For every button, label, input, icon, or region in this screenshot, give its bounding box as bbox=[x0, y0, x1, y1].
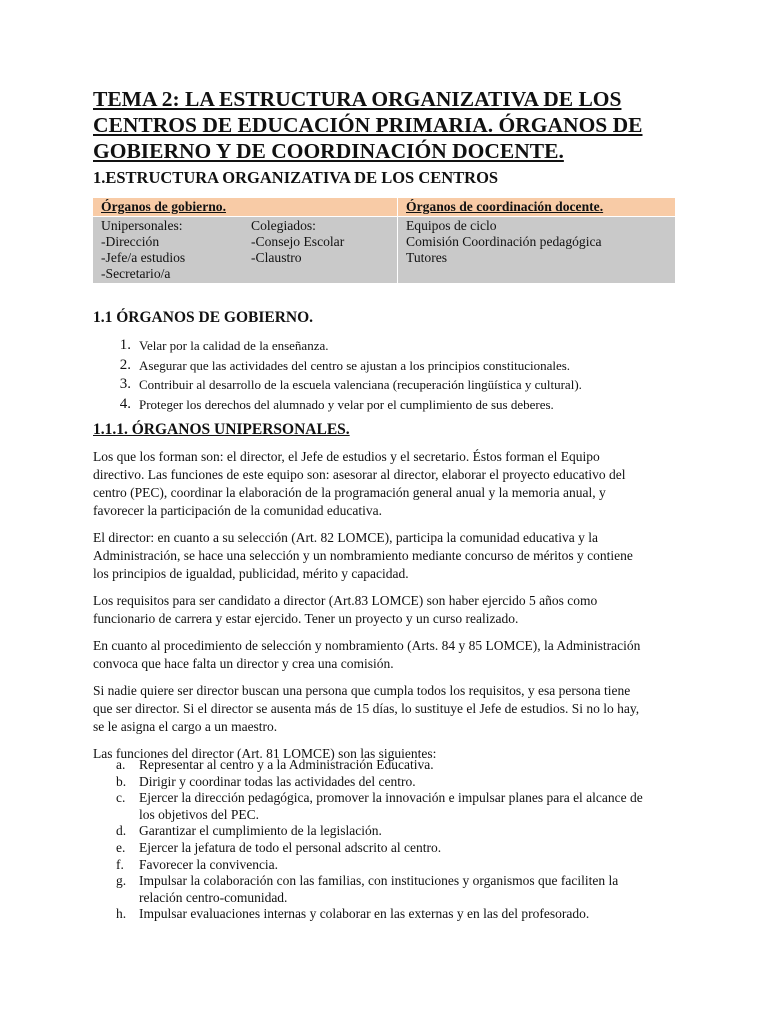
text-line: Ejercer la dirección pedagógica, promover la innovación e impulsar planes para el alcance de bbox=[139, 790, 643, 806]
paragraph bbox=[93, 448, 673, 520]
text-line: Dirigir y coordinar todas las actividades del centro. bbox=[139, 773, 416, 789]
organization-table bbox=[93, 198, 675, 283]
table-row bbox=[101, 218, 389, 234]
list-text bbox=[139, 840, 678, 857]
paragraph bbox=[93, 682, 673, 736]
document-title bbox=[93, 86, 683, 164]
section-heading: 1.ESTRUCTURA ORGANIZATIVA DE LOS CENTROS bbox=[93, 168, 499, 187]
list-item bbox=[93, 857, 678, 874]
table-cell: -Claustro bbox=[251, 250, 302, 265]
list-letter: a. bbox=[116, 757, 126, 772]
list-item bbox=[93, 790, 678, 823]
list-text bbox=[139, 757, 678, 774]
list-text bbox=[139, 873, 678, 906]
list-letter: h. bbox=[116, 906, 127, 922]
table-header-coordination: Órganos de coordinación docente. bbox=[398, 198, 676, 217]
table-cell: -Consejo Escolar bbox=[251, 234, 345, 249]
text-line: relación centro-comunidad. bbox=[139, 889, 288, 905]
table-cell: Equipos de ciclo bbox=[406, 218, 497, 233]
coordination-organs-cell bbox=[398, 217, 676, 284]
table-cell: -Dirección bbox=[101, 234, 160, 249]
text-line: Impulsar evaluaciones internas y colaborar en las externas y en las del profesorado. bbox=[139, 906, 590, 922]
list-item bbox=[93, 356, 582, 376]
text-line: favorecer la participación de la comunidad educativa. bbox=[93, 503, 382, 518]
paragraph bbox=[93, 637, 673, 673]
text-line: Favorecer la convivencia. bbox=[139, 856, 279, 872]
table-row bbox=[101, 250, 389, 266]
list-item bbox=[93, 757, 678, 774]
text-line: El director: en cuanto a su selección (Art. 82 LOMCE), participa la comunidad educativa y la bbox=[93, 530, 598, 545]
text-line: funcionario de carrera y estar ejercido. Tener un proyecto y un curso realizado. bbox=[93, 611, 519, 626]
list-letter: e. bbox=[116, 839, 126, 855]
list-text bbox=[139, 774, 678, 791]
governing-organs-cell bbox=[93, 217, 398, 284]
list-text bbox=[139, 790, 678, 823]
list-item bbox=[93, 873, 678, 906]
goals-list bbox=[93, 336, 582, 414]
list-text: Velar por la calidad de la enseñanza. bbox=[139, 338, 329, 353]
list-text: Asegurar que las actividades del centro se ajustan a los principios constitucionales. bbox=[139, 357, 571, 373]
table-cell: -Jefe/a estudios bbox=[101, 250, 186, 265]
table-cell: -Secretario/a bbox=[101, 266, 171, 281]
list-item bbox=[93, 336, 582, 356]
subsection-heading: 1.1 ÓRGANOS DE GOBIERNO. bbox=[93, 309, 314, 326]
table-header-governing: Órganos de gobierno. bbox=[93, 198, 398, 217]
text-line: Si nadie quiere ser director buscan una persona que cumpla todos los requisitos, y esa persona tiene bbox=[93, 683, 631, 698]
list-letter: c. bbox=[116, 790, 126, 806]
text-line: que ser director. Si el director se ausenta más de 15 días, lo sustituye el Jefe de estudios. Si no lo hay, bbox=[93, 701, 640, 716]
list-number: 2. bbox=[119, 356, 131, 373]
title-line: TEMA 2: LA ESTRUCTURA ORGANIZATIVA DE LOS bbox=[93, 87, 622, 111]
list-text bbox=[139, 823, 678, 840]
table-cell: Unipersonales: bbox=[101, 218, 183, 233]
text-line: Los requisitos para ser candidato a director (Art.83 LOMCE) son haber ejercido 5 años como bbox=[93, 593, 598, 608]
body-text bbox=[93, 448, 673, 772]
list-number: 4. bbox=[119, 395, 131, 412]
list-item bbox=[93, 840, 678, 857]
text-line: Administración, se hace una selección y un nombramiento mediante concurso de méritos y contiene bbox=[93, 548, 633, 563]
table-cell: Comisión Coordinación pedagógica bbox=[406, 234, 602, 249]
text-line: centro (PEC), coordinar la elaboración de la programación general anual y la memoria anual, y bbox=[93, 485, 606, 500]
list-text bbox=[139, 857, 678, 874]
text-line: directivo. Las funciones de este equipo son: asesorar al director, elaborar el proyecto educativo del bbox=[93, 467, 626, 482]
list-number: 1. bbox=[119, 337, 131, 353]
table-cell: Colegiados: bbox=[251, 218, 316, 233]
title-line: GOBIERNO Y DE COORDINACIÓN DOCENTE. bbox=[93, 139, 564, 163]
text-line: los principios de igualdad, publicidad, mérito y capacidad. bbox=[93, 566, 409, 581]
text-line: los objetivos del PEC. bbox=[139, 806, 260, 822]
director-functions-list bbox=[93, 757, 678, 923]
text-line: Garantizar el cumplimiento de la legislación. bbox=[139, 823, 382, 839]
list-item bbox=[93, 774, 678, 791]
text-line: Representar al centro y a la Administración Educativa. bbox=[139, 757, 434, 772]
subsection-heading-unipersonal: 1.1.1. ÓRGANOS UNIPERSONALES. bbox=[93, 421, 350, 438]
list-text bbox=[139, 906, 678, 923]
text-line: convoca que hace falta un director y crea una comisión. bbox=[93, 656, 394, 671]
text-line: Ejercer la jefatura de todo el personal adscrito al centro. bbox=[139, 839, 442, 855]
text-line: Las funciones del director (Art. 81 LOMCE) son las siguientes: bbox=[93, 746, 437, 761]
list-item bbox=[93, 823, 678, 840]
table-row bbox=[101, 266, 389, 282]
list-text: Proteger los derechos del alumnado y velar por el cumplimiento de sus deberes. bbox=[139, 396, 554, 412]
text-line: Los que los forman son: el director, el Jefe de estudios y el secretario. Éstos forman el Equipo bbox=[93, 449, 600, 464]
text-line: se le asigna el cargo a un maestro. bbox=[93, 719, 278, 734]
list-text: Contribuir al desarrollo de la escuela valenciana (recuperación lingüística y cultural). bbox=[139, 377, 582, 392]
list-item bbox=[93, 395, 582, 415]
list-item bbox=[93, 906, 678, 923]
text-line: En cuanto al procedimiento de selección y nombramiento (Arts. 84 y 85 LOMCE), la Administración bbox=[93, 638, 641, 653]
list-letter: g. bbox=[116, 873, 127, 889]
list-letter: f. bbox=[116, 856, 124, 872]
table-cell: Tutores bbox=[406, 250, 448, 265]
title-line: CENTROS DE EDUCACIÓN PRIMARIA. ÓRGANOS DE bbox=[93, 113, 643, 137]
list-item bbox=[93, 375, 582, 395]
text-line: Impulsar la colaboración con las familias, con instituciones y organismos que faciliten la bbox=[139, 873, 619, 889]
list-letter: b. bbox=[116, 773, 127, 789]
list-letter: d. bbox=[116, 823, 127, 839]
paragraph bbox=[93, 592, 673, 628]
table-row bbox=[101, 234, 389, 250]
paragraph bbox=[93, 529, 673, 583]
list-number: 3. bbox=[119, 376, 131, 392]
